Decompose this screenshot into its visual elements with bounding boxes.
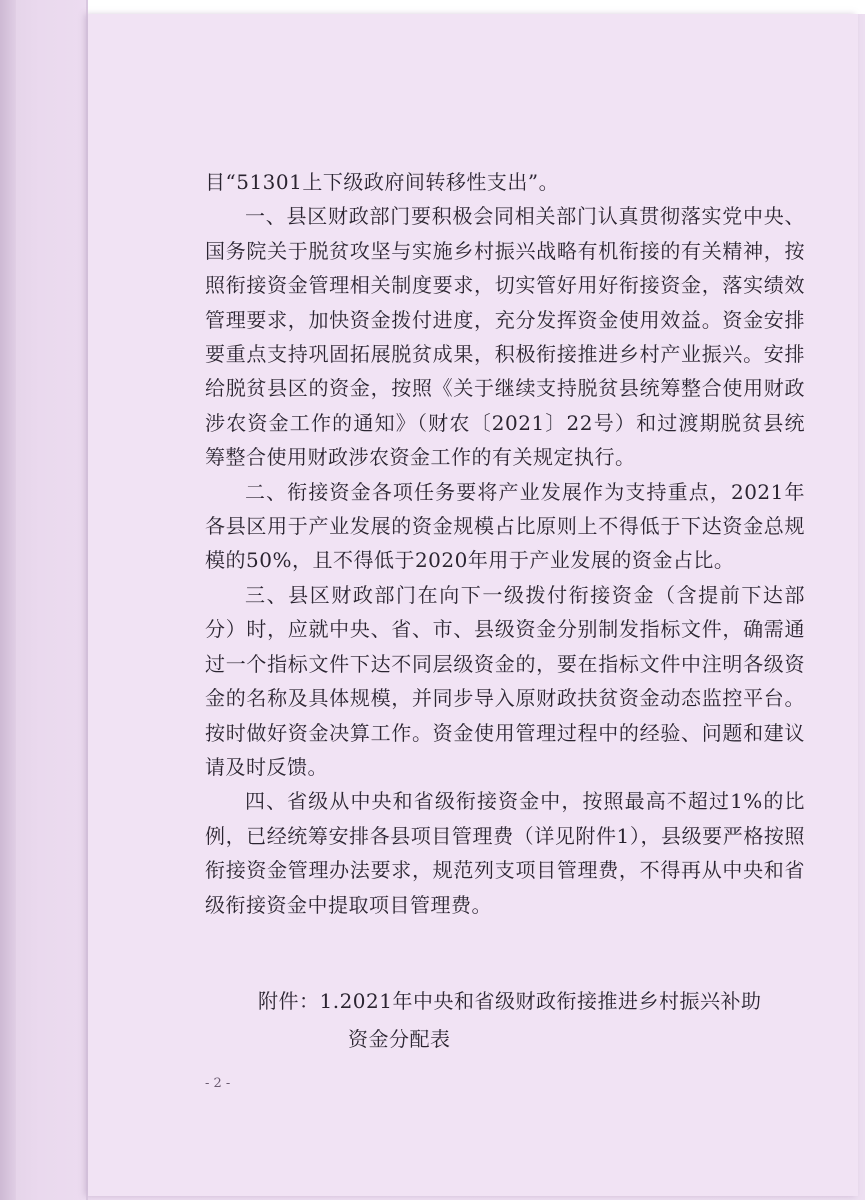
lead-line: 目“51301上下级政府间转移性支出”。 (205, 170, 560, 194)
binding-edge (0, 0, 16, 1200)
scan-top-edge (88, 0, 865, 14)
paragraph-1: 一、县区财政部门要积极会同相关部门认真贯彻落实党中央、国务院关于脱贫攻坚与实施乡村振兴战略有机衔接的有关精神，按照衔接资金管理相关制度要求，切实管好用好衔接资金，落实绩效管理要求，加快资金拨付进度，充分发挥资金使用效益。资金安排要重点支持巩固拓展脱贫成果，积极衔接推进乡村产业振兴。安排给脱贫县区的资金，按照《关于继续支持脱贫县统筹整合使用财政涉农资金工作的通知》（财农〔2021〕22号）和过渡期脱贫县统筹整合使用财政涉农资金工作的有关规定执行。 (205, 204, 805, 470)
document-body (205, 165, 805, 922)
paragraph-2: 二、衔接资金各项任务要将产业发展作为支持重点，2021年各县区用于产业发展的资金规模占比原则上不得低于下达资金总规模的50%，且不得低于2020年用于产业发展的资金占比。 (205, 479, 805, 573)
fold-line (86, 0, 88, 1200)
attachment-line-1: 附件：1.2021年中央和省级财政衔接推进乡村振兴补助 (258, 989, 762, 1013)
page-number: - 2 - (205, 1076, 231, 1091)
paragraph-4: 四、省级从中央和省级衔接资金中，按照最高不超过1%的比例，已经统筹安排各县项目管理费（详见附件1），县级要严格按照衔接资金管理办法要求，规范列支项目管理费，不得再从中央和省级衔接资金中提取项目管理费。 (205, 789, 805, 917)
attachment-note (258, 982, 818, 1058)
attachment-line-2: 资金分配表 (348, 1027, 451, 1051)
paragraph-3: 三、县区财政部门在向下一级拨付衔接资金（含提前下达部分）时，应就中央、省、市、县级资金分别制发指标文件，确需通过一个指标文件下达不同层级资金的，要在指标文件中注明各级资金的名称及具体规模，并同步导入原财政扶贫资金动态监控平台。按时做好资金决算工作。资金使用管理过程中的经验、问题和建议请及时反馈。 (205, 582, 805, 779)
